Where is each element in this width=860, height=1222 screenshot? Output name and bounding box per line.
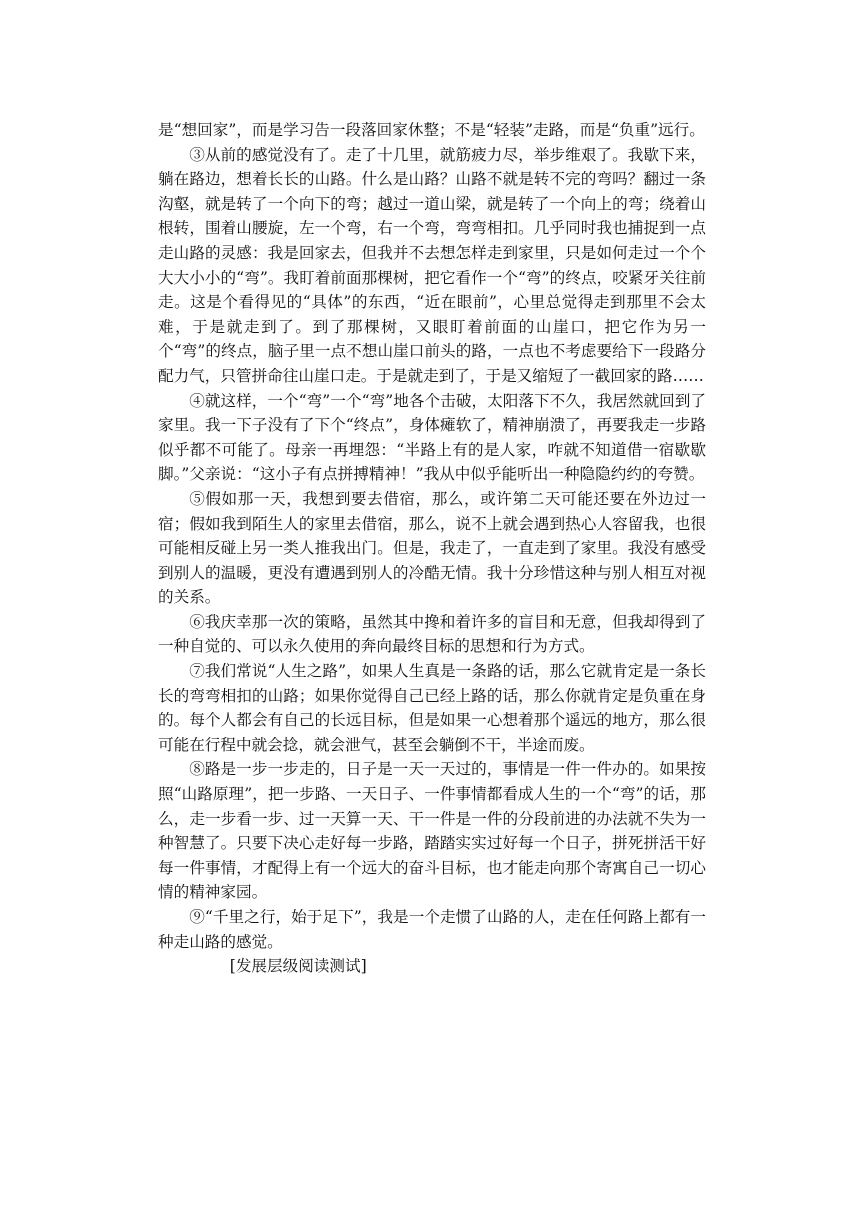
paragraph-8: ⑧路是一步一步走的，日子是一天一天过的，事情是一件一件办的。如果按照“山路原理”，把一步路、一天日子、一件事情都看成人生的一个“弯”的话，那么，走一步看一步、过一天算一天、干一件是一件的分段前进的办法就不失为一种智慧了。只要下决心走好每一步路，踏踏实实过好每一个日子，拼死拼活干好每一件事情，才配得上有一个远大的奋斗目标，也才能走向那个寄寓自己一切心情的精神家园。: [158, 760, 706, 902]
paragraph-5: ⑤假如那一天，我想到要去借宿，那么，或许第二天可能还要在外边过一宿；假如我到陌生人的家里去借宿，那么，说不上就会遇到热心人容留我，也很可能相反碰上另一类人推我出门。但是，我走了，一直走到了家里。我没有感受到别人的温暖，更没有遭遇到别人的冷酷无情。我十分珍惜这种与别人相互对视的关系。: [158, 489, 706, 607]
section-heading: [发展层级阅读测试]: [229, 957, 367, 976]
paragraph-9: ⑨“千里之行，始于足下”，我是一个走惯了山路的人，走在任何路上都有一种走山路的感觉。: [158, 908, 706, 951]
paragraph-3: ③从前的感觉没有了。走了十几里，就筋疲力尽，举步维艰了。我歇下来，躺在路边，想着长长的山路。什么是山路？山路不就是转不完的弯吗？翻过一条沟壑，就是转了一个向下的弯；越过一道山梁，就是转了一个向上的弯；绕着山根转，围着山腰旋，左一个弯，右一个弯，弯弯相扣。几乎同时我也捕捉到一点走山路的灵感：我是回家去，但我并不去想怎样走到家里，只是如何走过一个个大大小小的“弯”。我盯着前面那棵树，把它看作一个“弯”的终点，咬紧牙关往前走。这是个看得见的“具体”的东西，“近在眼前”，心里总觉得走到那里不会太难，于是就走到了。到了那棵树，又眼盯着前面的山崖口，把它作为另一个“弯”的终点，脑子里一点不想山崖口前头的路，一点也不考虑要给下一段路分配力气，只管拼命往山崖口走。于是就走到了，于是又缩短了一截回家的路……: [158, 145, 706, 385]
paragraph-7: ⑦我们常说“人生之路”，如果人生真是一条路的话，那么它就肯定是一条长长的弯弯相扣的山路；如果你觉得自己已经上路的话，那么你就肯定是负重在身的。每个人都会有自己的长远目标，但是如果一心想着那个遥远的地方，那么很可能在行程中就会捻，就会泄气，甚至会躺倒不干，半途而废。: [158, 662, 706, 754]
paragraph-continued: 是“想回家”，而是学习告一段落回家休整；不是“轻装”走路，而是“负重”远行。: [158, 121, 705, 139]
paragraph-6: ⑥我庆幸那一次的策略，虽然其中搀和着许多的盲目和无意，但我却得到了一种自觉的、可以永久使用的奔向最终目标的思想和行为方式。: [158, 612, 706, 656]
document-page: [158, 118, 706, 979]
paragraph-4: ④就这样，一个“弯”一个“弯”地各个击破，太阳落下不久，我居然就回到了家里。我一下子没有了下个“终点”，身体瘫软了，精神崩溃了，再要我走一步路似乎都不可能了。母亲一再埋怨：“半路上有的是人家，咋就不知道借一宿歇歇脚。”父亲说：“这小子有点拼搏精神！”我从中似乎能听出一种隐隐约约的夸赞。: [158, 391, 706, 484]
